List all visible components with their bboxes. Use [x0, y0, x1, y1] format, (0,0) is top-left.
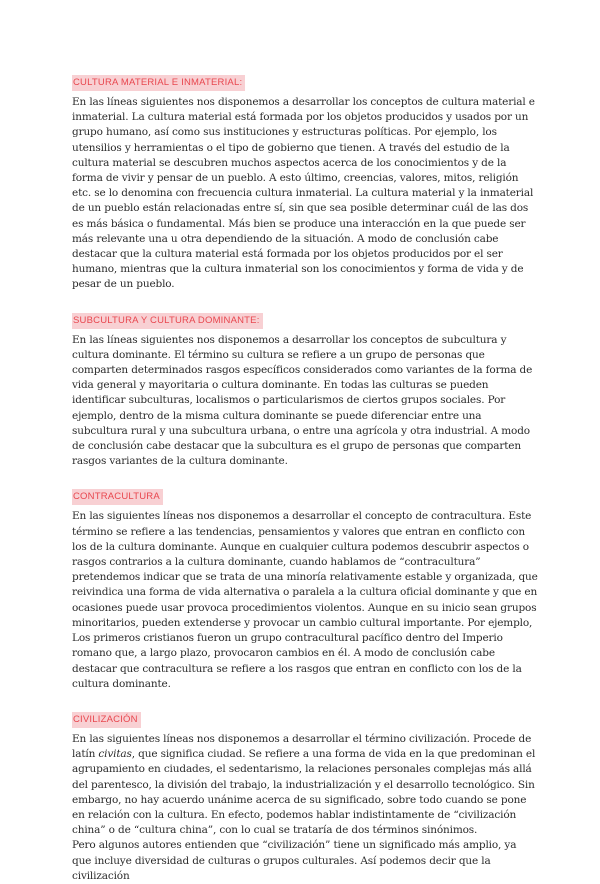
section-heading: CONTRACULTURA	[72, 489, 163, 505]
section-paragraph: En las siguientes líneas nos disponemos a desarrollar el concepto de contracultura. Este término se refiere a las tendencias, pensamientos y valores que entran en conflicto con los de la cultura dominante. Aunque en cualquier cultura podemos descubrir aspectos o rasgos contrarios a la cultura dominante, cuando hablamos de “contracultura” pretendemos indicar que se trata de una minoría relativamente estable y organizada, que reivindica una forma de vida alternativa o paralela a la cultura oficial dominante y que en ocasiones puede usar provoca procedimientos violentos. Aunque en su inicio sean grupos minoritarios, pueden extenderse y provocar un cambio cultural importante. Por ejemplo, Los primeros cristianos fueron un grupo contracultural pacífico dentro del Imperio romano que, a largo plazo, provocaron cambios en él. A modo de conclusión cabe destacar que contracultura se refiere a los rasgos que entran en conflicto con los de la cultura dominante.	[72, 510, 538, 690]
section-paragraph: Pero algunos autores entienden que “civilización” tiene un significado más amplio, ya que incluye diversidad de culturas o grupos culturales. Así podemos decir que la civilización	[72, 839, 517, 882]
section-subcultura	[72, 308, 538, 470]
section-paragraph: En las líneas siguientes nos disponemos a desarrollar los conceptos de cultura material e inmaterial. La cultura material está formada por los objetos producidos y usados por un grupo humano, así como sus instituciones y estructuras políticas. Por ejemplo, los utensilios y herramientas o el tipo de gobierno que tienen. A través del estudio de la cultura material se descubren muchos aspectos acerca de los conocimientos y de la forma de vivir y pensar de un pueblo. A esto último, creencias, valores, mitos, religión etc. se lo denomina con frecuencia cultura inmaterial. La cultura material y la inmaterial de un pueblo están relacionadas entre sí, sin que sea posible determinar cuál de las dos es más básica o fundamental. Más bien se produce una interacción en la que puede ser más relevante una u otra dependiendo de la situación. A modo de conclusión cabe destacar que la cultura material está formada por los objetos producidos por el ser humano, mientras que la cultura inmaterial son los conocimientos y forma de vida y de pesar de un pueblo.	[72, 96, 535, 291]
latin-term: civitas	[98, 748, 132, 761]
section-heading: SUBCULTURA Y CULTURA DOMINANTE:	[72, 313, 263, 329]
section-heading: CIVILIZACIÓN	[72, 712, 141, 728]
section-cultura-material	[72, 70, 538, 293]
section-heading: CULTURA MATERIAL E INMATERIAL:	[72, 75, 245, 91]
section-contracultura	[72, 484, 538, 691]
section-paragraph: En las siguientes líneas nos disponemos a desarrollar el término civilización. Procede de latín civitas, que significa ciudad. Se refiere a una forma de vida en la que predominan el agrupamiento en ciudades, el sedentarismo, la relaciones personales complejas más allá del parentesco, la división del trabajo, la industrialización y el desarrollo tecnológico. Sin embargo, no hay acuerdo unánime acerca de su significado, sobre todo cuando se pone en relación con la cultura. En efecto, podemos hablar indistintamente de “civilización china” o de “cultura china”, con lo cual se trataría de dos términos sinónimos.	[72, 732, 536, 837]
section-civilizacion	[72, 707, 538, 884]
section-paragraph: En las líneas siguientes nos disponemos a desarrollar los conceptos de subcultura y cultura dominante. El término su cultura se refiere a un grupo de personas que comparten determinados rasgos específicos considerados como variantes de la forma de vida general y mayoritaria o cultura dominante. En todas las culturas se pueden identificar subculturas, localismos o particularismos de ciertos grupos sociales. Por ejemplo, dentro de la misma cultura dominante se puede diferenciar entre una subcultura rural y una subcultura urbana, o entre una agrícola y otra industrial. A modo de conclusión cabe destacar que la subcultura es el grupo de personas que comparten rasgos variantes de la cultura dominante.	[72, 333, 533, 468]
